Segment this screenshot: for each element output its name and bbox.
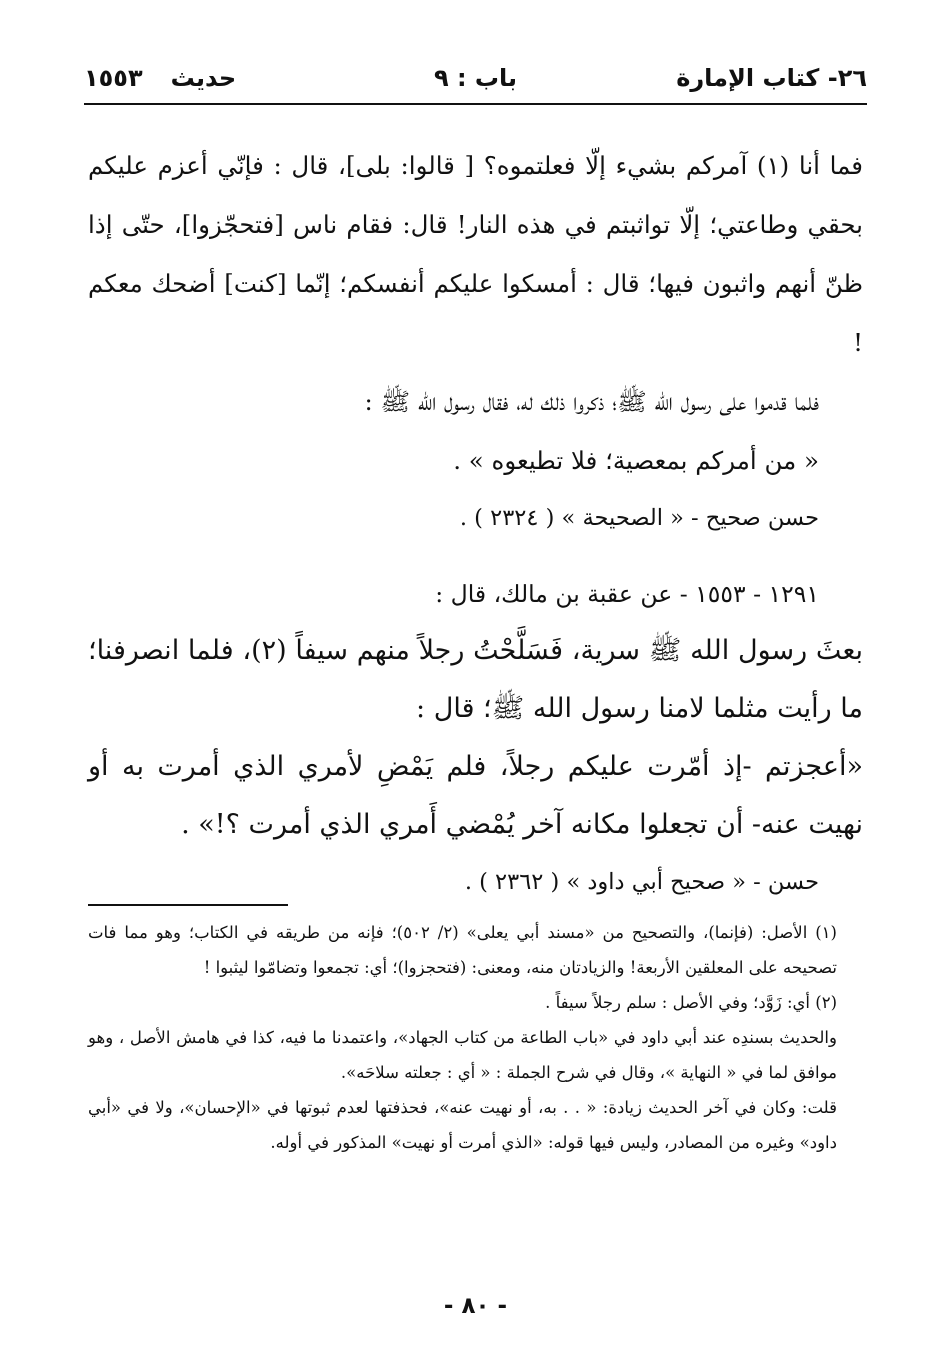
hadith-number-line: ١٢٩١ - ١٥٥٣ - عن عقبة بن مالك، قال :	[435, 580, 819, 608]
hadith-grade-1: حسن صحيح - « الصحيحة » ( ٢٣٢٤ ) .	[459, 505, 819, 531]
paragraph-prophet-saying: « من أمركم بمعصية؛ فلا تطيعوه » .	[453, 446, 819, 475]
paragraph-continuation: فما أنا (١) آمركم بشيء إلّا فعلتموه؟ [ قالوا: بلى]، قال : فإنّي أعزم عليكم بحقي وطاعتي؛ إلّا تواثبتم في هذه النار! قال: فقام ناس [فتحجّزوا]، حتّى إذا ظنّ أنهم واثبون فيها؛ قال : أمسكوا عليكم أنفسكم؛ إنّما [كنت] أضحك معكم !	[88, 151, 863, 357]
header-divider	[84, 103, 867, 105]
header-hadith-label: حديث	[170, 64, 237, 92]
footnote-2: (٢) أي: زَوَّد؛ وفي الأصل : سلم رجلاً سيفاً .	[545, 993, 837, 1012]
page-number: - ٨٠ -	[443, 1293, 508, 1319]
paragraph-return: فلما قدموا على رسول الله ﷺ؛ ذكروا ذلك له، فقال رسول الله ﷺ :	[364, 387, 819, 416]
footnote-divider	[88, 904, 288, 906]
footnote-1: (١) الأصل: (فإنما)، والتصحيح من «مسند أبي يعلى» (٢/ ٥٠٢)؛ فإنه من طريقه في الكتاب؛ وهو مما فات تصحيحه على المعلقين الأربعة! والزيادتان منه، ومعنى: (فتحجزوا)؛ أي: تجمعوا وتضامّوا ليثبوا !	[88, 923, 837, 977]
header-section: باب : ٩	[433, 64, 518, 92]
main-text	[88, 136, 863, 910]
running-header	[84, 58, 867, 100]
hadith-grade-2: حسن - « صحيح أبي داود » ( ٢٣٦٢ ) .	[464, 869, 819, 895]
footnotes	[88, 915, 863, 1160]
footnote-2-note: قلت: وكان في آخر الحديث زيادة: « . . به، أو نهيت عنه»، فحذفتها لعدم ثبوتها في «الإحسان»، ولا في «أبي داود» وغيره من المصادر، وليس فيها قوله: «الذي أمرت أو نهيت» المذكور في أوله.	[88, 1098, 837, 1152]
header-hadith	[84, 64, 264, 92]
paragraph-narration: بعثَ رسول الله ﷺ سرية، فَسَلَّحْتُ رجلاً منهم سيفاً (٢)، فلما انصرفنا؛ ما رأيت مثلما لامنا رسول الله ﷺ؛ قال :	[88, 635, 863, 724]
footnote-2-continued: والحديث بسندِه عند أبي داود في «باب الطاعة من كتاب الجهاد»، واعتمدنا ما فيه، كذا في هامش الأصل ، وهو موافق لما في « النهاية »، وقال في شرح الجملة : « أي : جعلته سلاحَه».	[88, 1028, 837, 1082]
header-hadith-number: ١٥٥٣	[84, 64, 143, 92]
header-chapter: ٢٦- كتاب الإمارة	[676, 64, 867, 92]
paragraph-quote: «أعجزتم -إذ أمّرت عليكم رجلاً، فلم يَمْضِ لأمري الذي أمرت به أو نهيت عنه- أن تجعلوا مكانه آخر يُمْضي أَمري الذي أمرت ؟!» .	[88, 751, 863, 840]
